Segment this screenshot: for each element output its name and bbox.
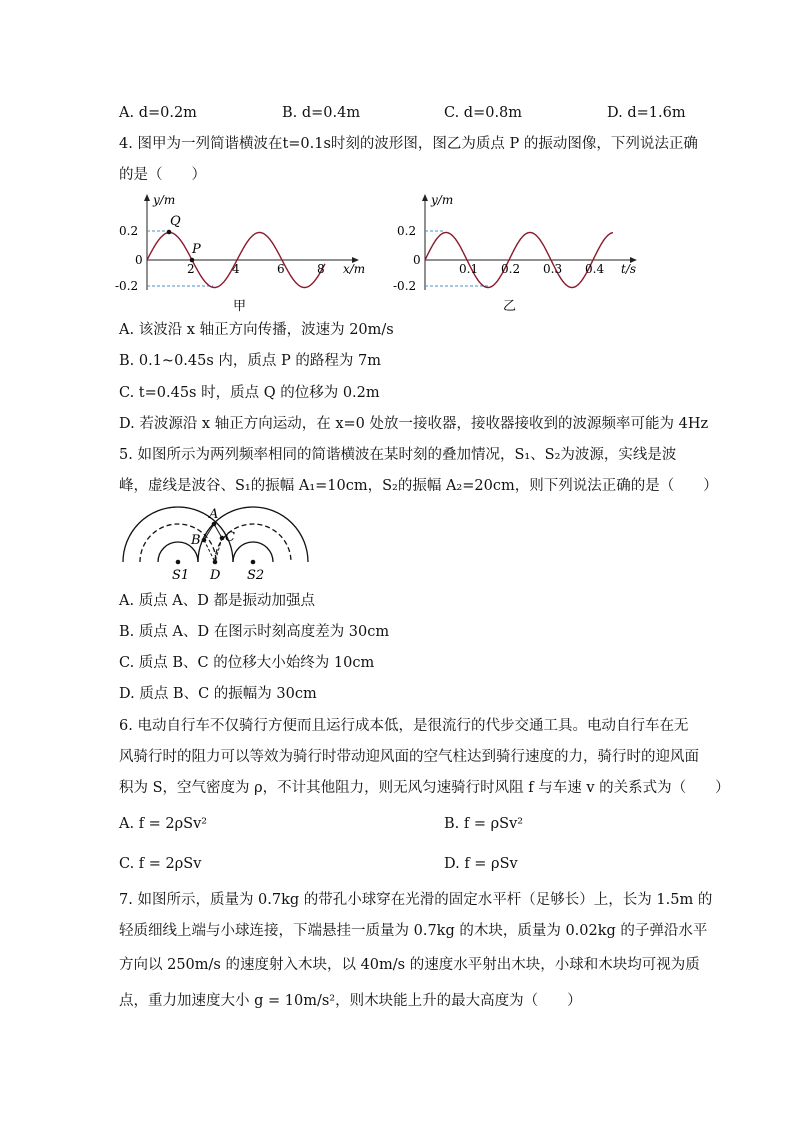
q3-option-c: C. d=0.8m bbox=[444, 105, 523, 121]
q4-figure-jia bbox=[115, 190, 375, 315]
yi-xlabel: t/s bbox=[621, 262, 637, 276]
point-b-dot bbox=[202, 538, 207, 543]
q7-stem-line3: 方向以 250m/s 的速度射入木块，以 40m/s 的速度水平射出木块，小球和木块均可视为质 bbox=[119, 957, 700, 973]
jia-ytick-0: 0 bbox=[135, 253, 143, 267]
q4-figure-yi bbox=[393, 190, 653, 315]
jia-xtick-8: 8 bbox=[317, 262, 325, 276]
q4-stem-line2: 的是（ ） bbox=[119, 167, 206, 183]
yi-ytick-0.2: 0.2 bbox=[397, 224, 417, 238]
q5-option-b: B. 质点 A、D 在图示时刻高度差为 30cm bbox=[119, 624, 390, 640]
source-s1-label: S1 bbox=[172, 568, 190, 583]
yi-ytick-0: 0 bbox=[413, 253, 421, 267]
jia-caption: 甲 bbox=[233, 299, 247, 314]
jia-ytick-0.2: 0.2 bbox=[119, 224, 139, 238]
q5-stem-line2: 峰，虚线是波谷、S₁的振幅 A₁=10cm，S₂的振幅 A₂=20cm，则下列说法正确的是（ ） bbox=[119, 478, 718, 494]
q7-stem-line2: 轻质细线上端与小球连接，下端悬挂一质量为 0.7kg 的木块，质量为 0.02kg 的子弹沿水平 bbox=[119, 923, 708, 939]
q3-option-d: D. d=1.6m bbox=[607, 105, 686, 121]
q7-stem-line1: 7. 如图所示，质量为 0.7kg 的带孔小球穿在光滑的固定水平杆（足够长）上，长为 1.5m 的 bbox=[119, 892, 713, 908]
jia-xtick-2: 2 bbox=[187, 262, 195, 276]
yi-xtick-0.2: 0.2 bbox=[501, 262, 521, 276]
q6-stem-line2: 风骑行时的阻力可以等效为骑行时带动迎风面的空气柱达到骑行速度的力，骑行时的迎风面 bbox=[119, 749, 699, 765]
point-p-dot bbox=[190, 258, 195, 263]
q5-option-d: D. 质点 B、C 的振幅为 30cm bbox=[119, 686, 317, 702]
q7-stem-line4: 点，重力加速度大小 g = 10m/s²，则木块能上升的最大高度为（ ） bbox=[119, 993, 582, 1009]
q4-stem-line1: 4. 图甲为一列简谐横波在t=0.1s时刻的波形图，图乙为质点 P 的振动图像，下列说法正确 bbox=[119, 136, 698, 152]
yi-xtick-0.1: 0.1 bbox=[459, 262, 479, 276]
yi-xtick-0.3: 0.3 bbox=[543, 262, 563, 276]
point-d-label: D bbox=[210, 568, 221, 583]
q4-option-c: C. t=0.45s 时，质点 Q 的位移为 0.2m bbox=[119, 385, 380, 401]
point-c-dot bbox=[220, 536, 225, 541]
q6-option-b: B. f = ρSv² bbox=[444, 816, 524, 832]
point-d-dot bbox=[213, 560, 218, 565]
q3-option-b: B. d=0.4m bbox=[282, 105, 361, 121]
q5-option-a: A. 质点 A、D 都是振动加强点 bbox=[119, 593, 316, 609]
source-s2-label: S2 bbox=[247, 568, 265, 583]
point-b-label: B bbox=[191, 533, 201, 548]
yi-ylabel: y/m bbox=[431, 193, 454, 207]
point-q-dot bbox=[167, 230, 172, 235]
jia-xlabel: x/m bbox=[343, 262, 366, 276]
q6-option-c: C. f = 2ρSv bbox=[119, 856, 202, 872]
source-s2-dot bbox=[251, 560, 256, 565]
jia-xtick-6: 6 bbox=[277, 262, 285, 276]
jia-xtick-4: 4 bbox=[232, 262, 240, 276]
q5-option-c: C. 质点 B、C 的位移大小始终为 10cm bbox=[119, 655, 375, 671]
jia-ylabel: y/m bbox=[153, 193, 176, 207]
jia-ytick-neg0.2: -0.2 bbox=[115, 279, 139, 293]
yi-caption: 乙 bbox=[503, 299, 517, 314]
q6-option-a: A. f = 2ρSv² bbox=[119, 816, 208, 832]
point-q-label: Q bbox=[170, 214, 181, 229]
point-a-dot bbox=[212, 522, 217, 527]
q5-interference-figure bbox=[118, 500, 313, 585]
source-s1-dot bbox=[176, 560, 181, 565]
q6-stem-line3: 积为 S，空气密度为 ρ，不计其他阻力，则无风匀速骑行时风阻 f 与车速 v 的关系式为（ ） bbox=[119, 780, 730, 796]
yi-ytick-neg0.2: -0.2 bbox=[393, 279, 417, 293]
q3-option-a: A. d=0.2m bbox=[119, 105, 197, 121]
q4-option-b: B. 0.1~0.45s 内，质点 P 的路程为 7m bbox=[119, 353, 381, 369]
yi-xtick-0.4: 0.4 bbox=[585, 262, 605, 276]
point-c-label: C bbox=[225, 530, 235, 545]
q4-option-a: A. 该波沿 x 轴正方向传播，波速为 20m/s bbox=[119, 322, 394, 338]
point-p-label: P bbox=[192, 242, 201, 257]
q6-option-d: D. f = ρSv bbox=[444, 856, 518, 872]
q5-stem-line1: 5. 如图所示为两列频率相同的简谐横波在某时刻的叠加情况，S₁、S₂为波源，实线是波 bbox=[119, 447, 677, 463]
q4-option-d: D. 若波源沿 x 轴正方向运动，在 x=0 处放一接收器，接收器接收到的波源频率可能为 4Hz bbox=[119, 416, 709, 432]
point-a-label: A bbox=[209, 507, 219, 522]
q6-stem-line1: 6. 电动自行车不仅骑行方便而且运行成本低，是很流行的代步交通工具。电动自行车在无 bbox=[119, 718, 689, 734]
